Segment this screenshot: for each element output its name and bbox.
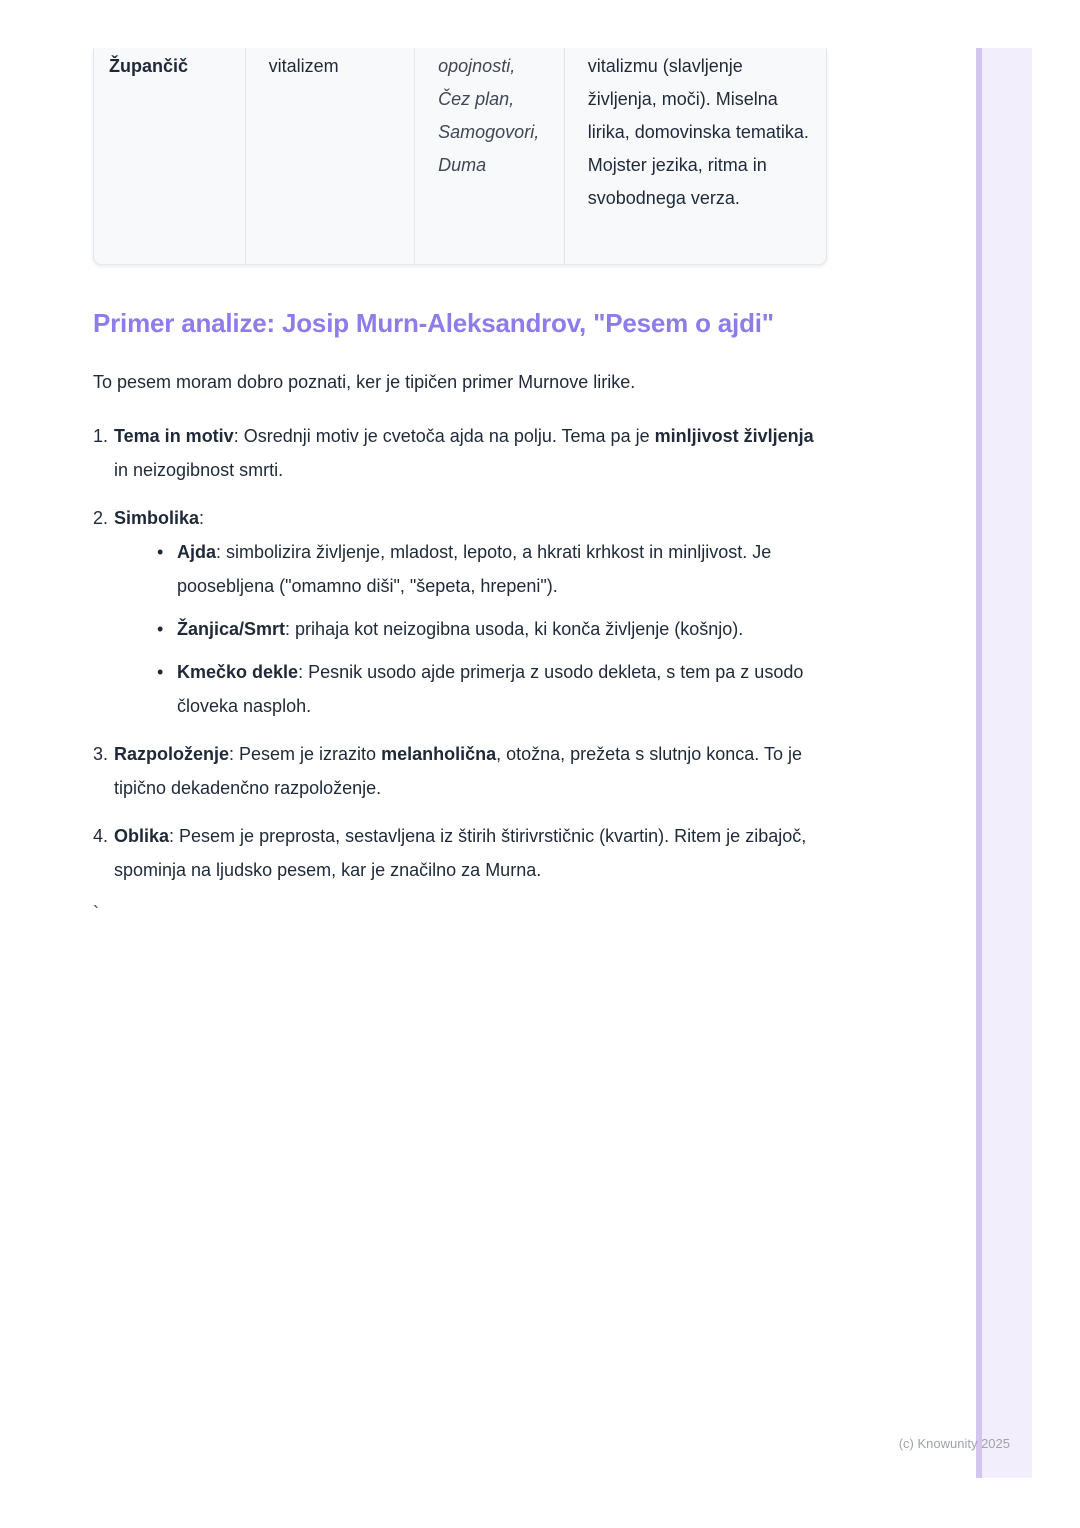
plain-text: : Pesnik usodo ajde primerja z usodo dekleta, s tem pa z usodo človeka nasploh. bbox=[177, 662, 804, 716]
bold-text: Oblika bbox=[114, 826, 170, 846]
table-cell-movement bbox=[246, 48, 416, 264]
list-item-heading-line bbox=[114, 501, 820, 535]
work-title: opojnosti, bbox=[438, 56, 516, 76]
authors-table bbox=[93, 48, 827, 265]
section-heading: Primer analize: Josip Murn-Aleksandrov, "Pesem o ajdi" bbox=[93, 308, 774, 338]
table-cell-description bbox=[565, 48, 826, 264]
bold-text: Žanjica/Smrt bbox=[177, 619, 286, 639]
intro-paragraph: To pesem moram dobro poznati, ker je tipičen primer Murnove lirike. bbox=[93, 372, 636, 392]
sublist-item-text bbox=[177, 655, 820, 723]
bold-text: Razpoloženje bbox=[114, 744, 230, 764]
list-item-text bbox=[114, 737, 820, 805]
list-number: 1. bbox=[93, 426, 109, 446]
work-title: Duma bbox=[438, 155, 487, 175]
bold-text: Tema in motiv bbox=[114, 426, 234, 446]
bold-text: minljivost življenja bbox=[654, 426, 814, 446]
list-number: 4. bbox=[93, 826, 109, 846]
bullet-icon: • bbox=[157, 542, 164, 562]
sublist-item-text bbox=[177, 535, 820, 603]
plain-text: : simbolizira življenje, mladost, lepoto, a hkrati krhkost in minljivost. Je poosebljena ("omamno diši", "šepeta, hrepeni"). bbox=[177, 542, 772, 596]
bold-text: Kmečko dekle bbox=[177, 662, 299, 682]
list-item-tema-in-motiv bbox=[93, 419, 827, 487]
author-description: vitalizmu (slavljenje življenja, moči). Miselna lirika, domovinska tematika. Mojster jezika, ritma in svobodnega verza. bbox=[587, 56, 809, 208]
list-item-text bbox=[114, 819, 820, 887]
plain-text: : Pesem je preprosta, sestavljena iz štirih štirivrstičnic (kvartin). Ritem je zibajoč, spominja na ljudsko pesem, kar je značilno za Murna. bbox=[114, 826, 807, 880]
plain-text: : prihaja kot neizogibna usoda, ki konča življenje (košnjo). bbox=[285, 619, 744, 639]
plain-text: : bbox=[199, 508, 205, 528]
table-cell-author bbox=[94, 48, 246, 264]
symbolism-sublist bbox=[114, 535, 820, 723]
sublist-item-kmecko-dekle bbox=[114, 655, 820, 723]
sublist-item-zanjica-smrt bbox=[114, 612, 820, 646]
bold-text: melanholična bbox=[381, 744, 497, 764]
list-item-razpolozenje bbox=[93, 737, 827, 805]
list-item-text bbox=[114, 419, 820, 487]
list-number: 3. bbox=[93, 744, 109, 764]
plain-text: : Pesem je izrazito bbox=[229, 744, 382, 764]
bullet-icon: • bbox=[157, 619, 164, 639]
list-number: 2. bbox=[93, 508, 109, 528]
plain-text: in neizogibnost smrti. bbox=[114, 460, 284, 480]
bullet-icon: • bbox=[157, 662, 164, 682]
right-margin-stripe bbox=[976, 48, 1032, 1478]
bold-text: Simbolika bbox=[114, 508, 200, 528]
movement-name: vitalizem bbox=[268, 56, 339, 76]
sublist-item-text bbox=[177, 612, 820, 646]
copyright-text: (c) Knowunity 2025 bbox=[898, 1436, 1010, 1451]
bold-text: Ajda bbox=[177, 542, 217, 562]
stray-backtick: ` bbox=[93, 903, 99, 923]
plain-text: : Osrednji motiv je cvetoča ajda na polju. Tema pa je bbox=[233, 426, 655, 446]
analysis-list bbox=[93, 419, 827, 887]
plain-text: , otožna, prežeta s slutnjo konca. To je tipično dekadenčno razpoloženje. bbox=[114, 744, 802, 798]
table-cell-works bbox=[415, 48, 565, 264]
sublist-item-ajda bbox=[114, 535, 820, 603]
page-content bbox=[93, 48, 827, 925]
list-item-simbolika bbox=[93, 501, 827, 723]
work-title: Samogovori, bbox=[438, 122, 540, 142]
author-name: Župančič bbox=[109, 56, 189, 76]
work-title: Čez plan, bbox=[438, 89, 515, 109]
list-item-text bbox=[114, 501, 820, 723]
list-item-oblika bbox=[93, 819, 827, 887]
